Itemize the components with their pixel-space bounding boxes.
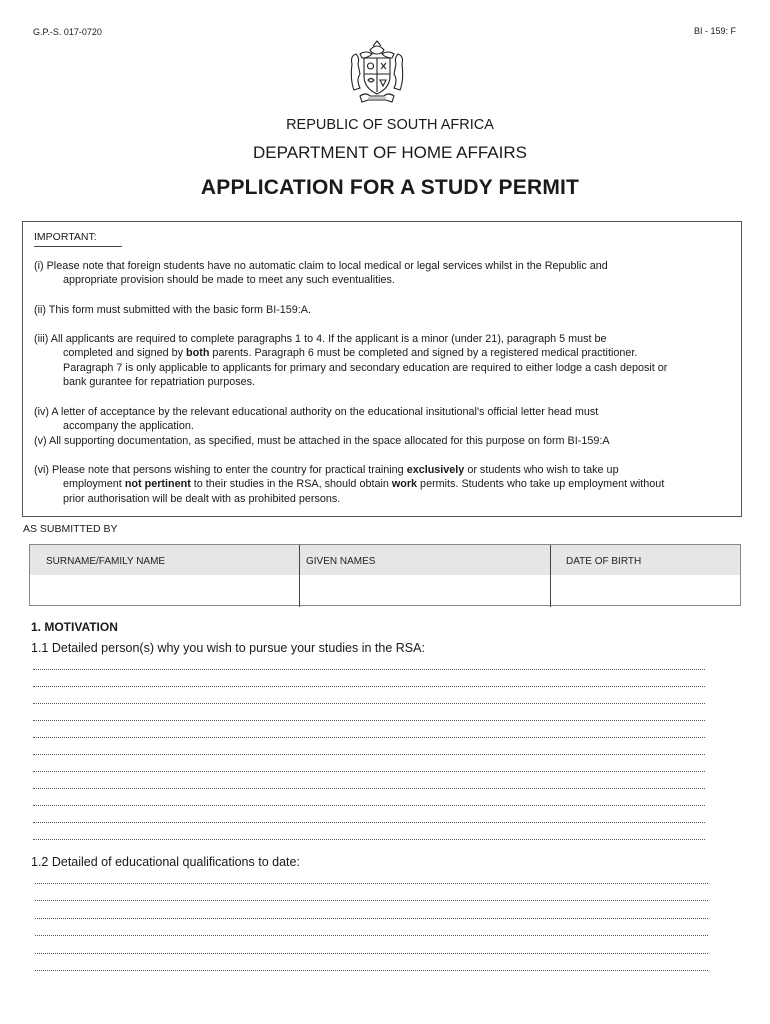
date-of-birth-column-header: DATE OF BIRTH [566,556,642,567]
important-paragraph-iii [34,332,734,390]
paragraph-line: completed and signed by both parents. Paragraph 6 must be completed and signed by a registered medical practitioner. [63,347,638,360]
important-paragraph-ii: (ii) This form must submitted with the basic form BI-159:A. [34,304,312,316]
important-notice-box [22,221,742,517]
column-divider [550,545,551,607]
answer-1-2-line[interactable] [35,942,708,954]
paragraph-line: accompany the application. [63,420,194,433]
answer-1-1-line[interactable] [33,760,705,772]
submitted-by-label: AS SUBMITTED BY [23,523,118,535]
country-heading: REPUBLIC OF SOUTH AFRICA [286,117,494,133]
answer-1-1-line[interactable] [33,658,705,670]
paragraph-line: (i) Please note that foreign students have no automatic claim to local medical or legal services whilst in the Republic and [34,260,608,272]
paragraph-line: (iii) All applicants are required to complete paragraphs 1 to 4. If the applicant is a minor (under 21), paragraph 5 must be [34,333,607,345]
answer-1-1-line[interactable] [33,692,705,704]
paragraph-line: Paragraph 7 is only applicable to applicants for primary and secondary education are required to either lodge a cash deposit or [63,361,668,374]
paragraph-line: bank gurantee for repatriation purposes. [63,376,256,389]
form-code: G.P.-S. 017-0720 [33,27,102,37]
answer-1-1-line[interactable] [33,743,705,755]
answer-1-2-line[interactable] [35,907,708,919]
answer-1-1-line[interactable] [33,726,705,738]
surname-field[interactable] [32,576,297,605]
answer-1-2-line[interactable] [35,889,708,901]
answer-1-1-line[interactable] [33,828,705,840]
answer-1-1-line[interactable] [33,675,705,687]
applicant-name-table [29,544,741,606]
date-of-birth-field[interactable] [553,576,739,605]
answer-1-2-line[interactable] [35,924,708,936]
question-1-2: 1.2 Detailed of educational qualifications to date: [31,855,300,869]
paragraph-line: (iv) A letter of acceptance by the relevant educational authority on the educational insitutional's official letter head must [34,406,599,418]
important-paragraph-iv [34,405,734,434]
form-number: BI - 159: F [693,26,736,36]
answer-1-1-line[interactable] [33,794,705,806]
department-heading: DEPARTMENT OF HOME AFFAIRS [253,143,527,162]
surname-column-header: SURNAME/FAMILY NAME [46,556,166,567]
important-paragraph-vi [34,463,734,506]
paragraph-line: appropriate provision should be made to meet any such eventualities. [63,274,395,287]
paragraph-line: (vi) Please note that persons wishing to enter the country for practical training exclusively or students who wish to take up [34,464,619,476]
paragraph-line: prior authorisation will be dealt with as prohibited persons. [63,492,341,505]
column-divider [299,545,300,607]
given-names-column-header: GIVEN NAMES [306,556,376,567]
paragraph-line: employment not pertinent to their studies in the RSA, should obtain work permits. Students who take up employment without [63,478,665,491]
answer-1-1-line[interactable] [33,811,705,823]
coat-of-arms-icon [346,40,408,106]
important-paragraph-i [34,259,734,288]
answer-1-2-line[interactable] [35,959,708,971]
answer-1-1-line[interactable] [33,777,705,789]
important-title: IMPORTANT: [34,231,122,247]
given-names-field[interactable] [302,576,548,605]
form-title: APPLICATION FOR A STUDY PERMIT [200,176,580,199]
motivation-section-title: 1. MOTIVATION [31,620,118,634]
answer-1-1-line[interactable] [33,709,705,721]
answer-1-2-line[interactable] [35,872,708,884]
question-1-1: 1.1 Detailed person(s) why you wish to pursue your studies in the RSA: [31,641,425,655]
important-paragraph-v: (v) All supporting documentation, as specified, must be attached in the space allocated for this purpose on form BI-159:A [34,435,610,447]
